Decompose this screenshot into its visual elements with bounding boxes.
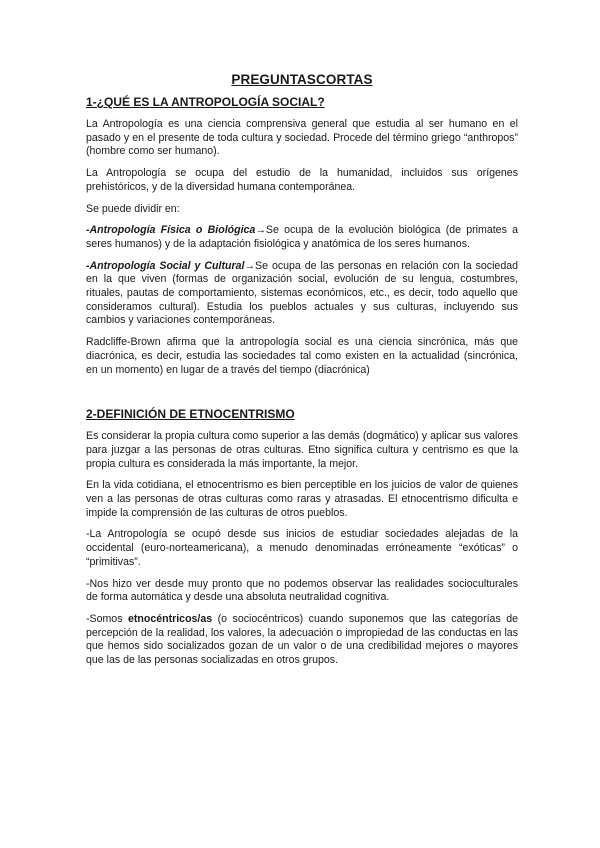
document-title: PREGUNTASCORTAS xyxy=(231,72,373,87)
definition-social-anthropology: Se ocupa de las personas en relación con la sociedad en la que viven (formas de organización social, evolución de su lengua, costumbres, rituales, pautas de comportamiento, sistemas económicos, etc., es decir, todo aquello que consideramos cultural). Estudia los pueblos actuales y sus culturas, incluyendo sus cambios y variaciones contemporáneas. xyxy=(86,259,518,327)
term-social-anthropology: -Antropología Social y Cultural xyxy=(86,259,245,272)
definition-physical-anthropology: Se ocupa de la evolución biológica (de primates a seres humanos) y de la adaptación fisiológica y anatómica de los seres humanos. xyxy=(86,224,518,250)
term-physical-anthropology: -Antropología Física o Biológica xyxy=(86,224,256,237)
section-2-paragraph-4: -Nos hizo ver desde muy pronto que no podemos observar las realidades socioculturales de forma automática y desde una absoluta neutralidad cognitiva. xyxy=(86,577,518,604)
section-2-heading: 2-DEFINICIÓN DE ETNOCENTRISMO xyxy=(86,407,295,422)
section-1-heading: 1-¿QUÉ ES LA ANTROPOLOGÍA SOCIAL? xyxy=(86,95,325,109)
section-1-paragraph-1: La Antropología es una ciencia comprensiva general que estudia al ser humano en el pasado y en el presente de toda cultura y sociedad. Procede del término griego “anthropos” (hombre como ser humano). xyxy=(86,118,518,158)
section-1-paragraph-6: Radcliffe-Brown afirma que la antropología social es una ciencia sincrónica, más que diacrónica, es decir, estudia las sociedades tal como existen en la actualidad (sincrónica, en un momento) en lugar de a través del tiempo (diacrónica) xyxy=(86,336,518,376)
section-2-paragraph-3: -La Antropología se ocupó desde sus inicios de estudiar sociedades alejadas de la occidental (euro-norteamericana), a menudo denominadas erróneamente “exóticas” o “primitivas”. xyxy=(86,528,518,568)
section-1 xyxy=(86,95,518,377)
section-2-paragraph-5-text: (o sociocéntricos) cuando suponemos que las categorías de percepción de la realidad, los valores, la adecuación o impropiedad de las conductas en las que hemos sido socializados gozan de un valor o de una credibilidad mejores o mayores que las de las personas socializadas en otros grupos. xyxy=(86,612,518,667)
document-page xyxy=(86,72,518,676)
arrow-icon: → xyxy=(255,224,266,237)
section-2-paragraph-5 xyxy=(86,613,518,668)
section-1-paragraph-4 xyxy=(86,224,518,251)
section-1-paragraph-2: La Antropología se ocupa del estudio de la humanidad, incluidos sus orígenes prehistóricos, y de la diversidad humana contemporánea. xyxy=(86,167,518,193)
term-ethnocentric: etnocéntricos/as xyxy=(127,612,213,625)
section-1-paragraph-5 xyxy=(86,260,518,329)
section-2-paragraph-1: Es considerar la propia cultura como superior a las demás (dogmático) y aplicar sus valores para juzgar a las personas de otras culturas. Etno significa cultura y centrismo es que la propia cultura es considerada la más importante, la mejor. xyxy=(86,430,518,470)
section-2 xyxy=(86,407,518,668)
arrow-icon: → xyxy=(244,259,256,272)
section-2-paragraph-2: En la vida cotidiana, el etnocentrismo es bien perceptible en los juicios de valor de quienes ven a las personas de otras culturas como raras y atrasadas. El etnocentrismo dificulta e impide la comprensión de las culturas de otros pueblos. xyxy=(86,479,518,519)
section-1-paragraph-3: Se puede dividir en: xyxy=(86,202,180,215)
section-2-paragraph-5-prefix: -Somos xyxy=(86,612,128,625)
